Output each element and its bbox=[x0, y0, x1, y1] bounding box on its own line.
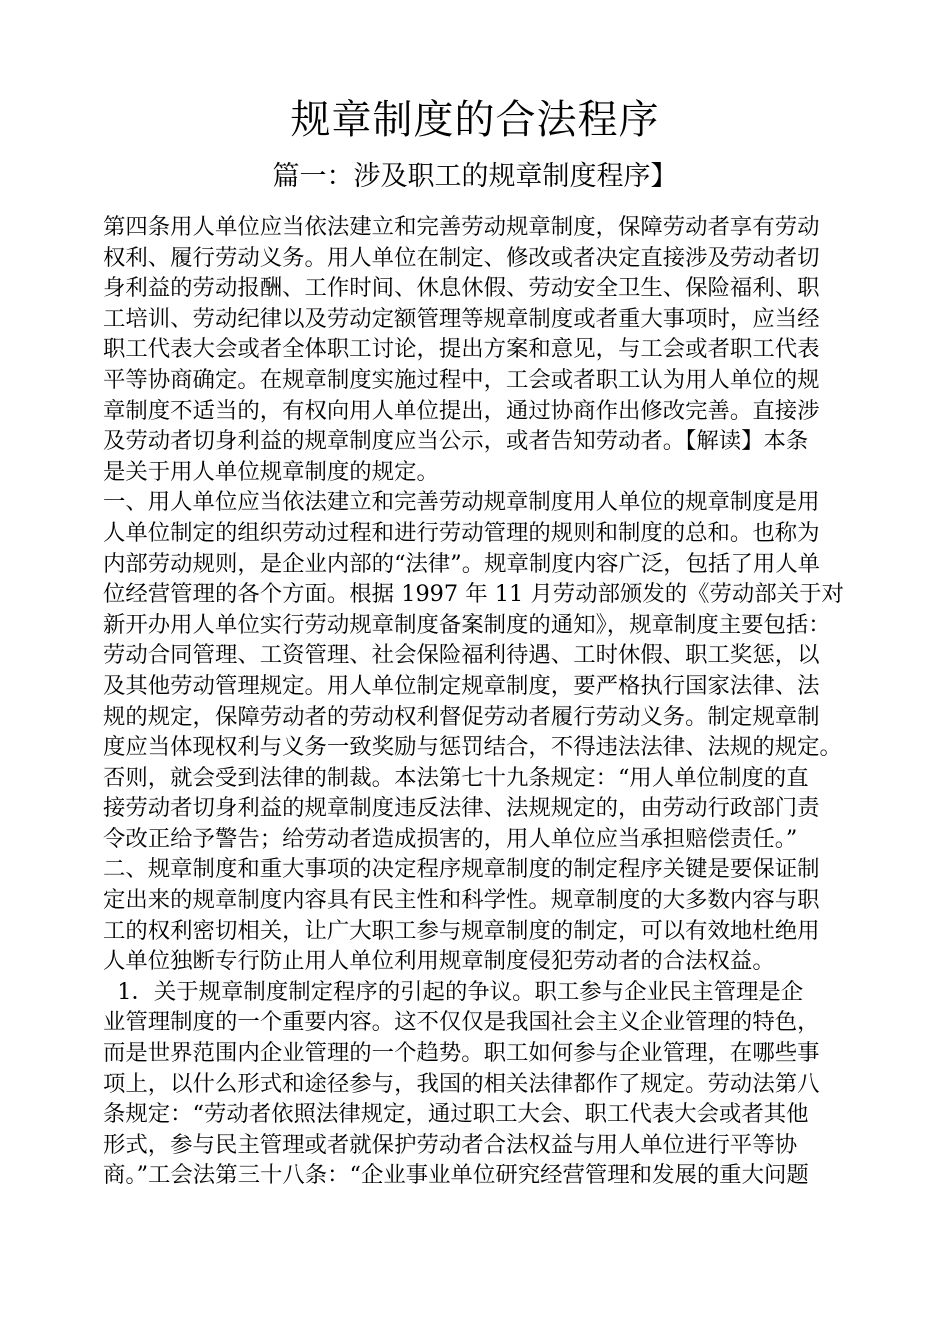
body-line: 项上，以什么形式和途径参与，我国的相关法律都作了规定。劳动法第八 bbox=[103, 1070, 820, 1097]
body-line: 一、用人单位应当依法建立和完善劳动规章制度用人单位的规章制度是用 bbox=[103, 489, 820, 516]
body-line: 平等协商确定。在规章制度实施过程中，工会或者职工认为用人单位的规 bbox=[103, 366, 820, 393]
body-line: 规的规定，保障劳动者的劳动权利督促劳动者履行劳动义务。制定规章制 bbox=[103, 703, 820, 730]
body-line: 权利、履行劳动义务。用人单位在制定、修改或者决定直接涉及劳动者切 bbox=[103, 244, 820, 271]
body-line: 1．关于规章制度制定程序的引起的争议。职工参与企业民主管理是企 bbox=[103, 978, 804, 1005]
body-line: 章制度不适当的，有权向用人单位提出，通过协商作出修改完善。直接涉 bbox=[103, 397, 820, 424]
body-line: 人单位制定的组织劳动过程和进行劳动管理的规则和制度的总和。也称为 bbox=[103, 519, 820, 546]
body-line: 而是世界范围内企业管理的一个趋势。职工如何参与企业管理，在哪些事 bbox=[103, 1040, 820, 1067]
body-line: 身利益的劳动报酬、工作时间、休息休假、劳动安全卫生、保险福利、职 bbox=[103, 275, 820, 302]
body-line: 商。”工会法第三十八条：“企业事业单位研究经营管理和发展的重大问题 bbox=[103, 1162, 809, 1189]
body-line: 新开办用人单位实行劳动规章制度备案制度的通知》，规章制度主要包括： bbox=[103, 611, 831, 638]
body-line: 内部劳动规则，是企业内部的“法律”。规章制度内容广泛，包括了用人单 bbox=[103, 550, 821, 577]
document-title: 规章制度的合法程序 bbox=[290, 97, 660, 143]
body-line: 职工代表大会或者全体职工讨论，提出方案和意见，与工会或者职工代表 bbox=[103, 336, 820, 363]
body-line: 二、规章制度和重大事项的决定程序规章制度的制定程序关键是要保证制 bbox=[103, 856, 820, 883]
body-line: 工培训、劳动纪律以及劳动定额管理等规章制度或者重大事项时，应当经 bbox=[103, 305, 820, 332]
body-line: 第四条用人单位应当依法建立和完善劳动规章制度，保障劳动者享有劳动 bbox=[103, 214, 820, 240]
body-line: 及其他劳动管理规定。用人单位制定规章制度，要严格执行国家法律、法 bbox=[103, 672, 820, 699]
body-line: 及劳动者切身利益的规章制度应当公示，或者告知劳动者。【解读】本条 bbox=[103, 428, 809, 455]
document-subtitle: 篇一：涉及职工的规章制度程序】 bbox=[272, 161, 678, 192]
body-line: 定出来的规章制度内容具有民主性和科学性。规章制度的大多数内容与职 bbox=[103, 887, 820, 914]
body-line: 否则，就会受到法律的制裁。本法第七十九条规定：“用人单位制度的直 bbox=[103, 764, 809, 791]
body-line: 接劳动者切身利益的规章制度违反法律、法规规定的，由劳动行政部门责 bbox=[103, 795, 820, 822]
body-line: 位经营管理的各个方面。根据 1997 年 11 月劳动部颁发的《劳动部关于对 bbox=[103, 581, 844, 608]
body-line: 形式，参与民主管理或者就保护劳动者合法权益与用人单位进行平等协 bbox=[103, 1131, 798, 1158]
body-line: 业管理制度的一个重要内容。这不仅仅是我国社会主义企业管理的特色， bbox=[103, 1009, 820, 1036]
body-line: 度应当体现权利与义务一致奖励与惩罚结合，不得违法法律、法规的规定。 bbox=[103, 734, 842, 761]
body-line: 是关于用人单位规章制度的规定。 bbox=[103, 458, 439, 485]
body-line: 令改正给予警告；给劳动者造成损害的，用人单位应当承担赔偿责任。” bbox=[103, 825, 798, 852]
body-line: 人单位独断专行防止用人单位利用规章制度侵犯劳动者的合法权益。 bbox=[103, 948, 775, 975]
document-body bbox=[103, 212, 863, 1191]
body-line: 条规定：“劳动者依照法律规定，通过职工大会、职工代表大会或者其他 bbox=[103, 1101, 809, 1128]
body-line: 工的权利密切相关，让广大职工参与规章制度的制定，可以有效地杜绝用 bbox=[103, 917, 820, 944]
body-line: 劳动合同管理、工资管理、社会保险福利待遇、工时休假、职工奖惩，以 bbox=[103, 642, 820, 669]
